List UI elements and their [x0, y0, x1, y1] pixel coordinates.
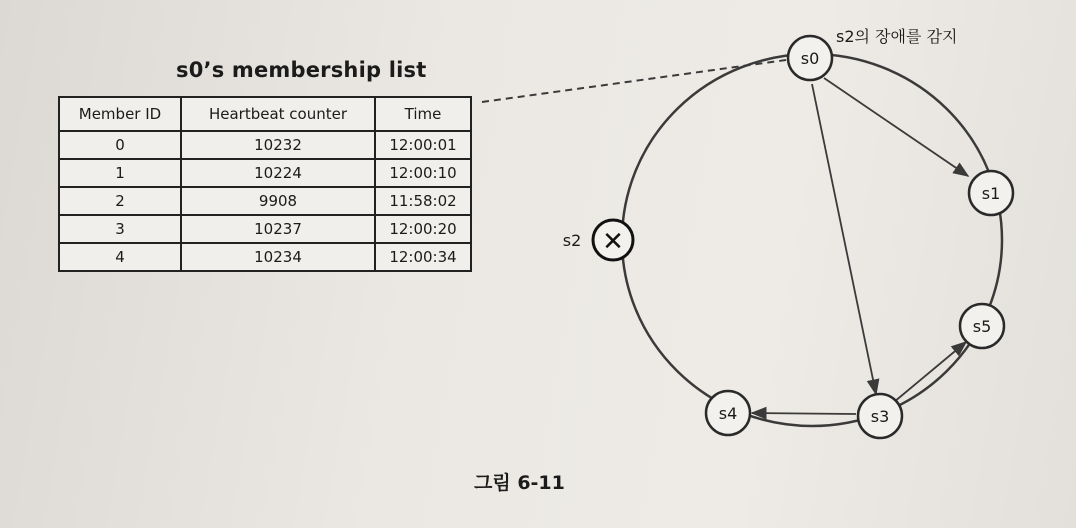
cell-heartbeat: 10234	[181, 243, 375, 271]
cell-member-id: 3	[59, 215, 181, 243]
column-header-member-id: Member ID	[59, 97, 181, 131]
node-s1	[969, 171, 1013, 215]
cell-heartbeat: 10224	[181, 159, 375, 187]
node-s3	[858, 394, 902, 438]
cell-member-id: 2	[59, 187, 181, 215]
hash-ring	[622, 54, 1002, 426]
column-header-heartbeat-counter: Heartbeat counter	[181, 97, 375, 131]
cell-member-id: 4	[59, 243, 181, 271]
node-s2-failed	[593, 220, 633, 260]
arrow-s0-to-s1	[824, 78, 968, 176]
cell-time: 12:00:34	[375, 243, 471, 271]
node-s2-label: s2	[562, 231, 582, 250]
cell-member-id: 1	[59, 159, 181, 187]
column-header-time: Time	[375, 97, 471, 131]
cell-time: 11:58:02	[375, 187, 471, 215]
cell-time: 12:00:01	[375, 131, 471, 159]
arrow-s3-to-s4	[752, 413, 856, 414]
arrow-s3-to-s5	[894, 342, 966, 402]
failure-detected-annotation: s2의 장애를 감지	[836, 27, 958, 46]
node-s5	[960, 304, 1004, 348]
cell-member-id: 0	[59, 131, 181, 159]
membership-list-title: s0’s membership list	[176, 58, 427, 82]
arrow-s0-to-s3	[812, 84, 876, 394]
figure-caption: 그림 6-11	[474, 472, 565, 494]
table-to-s0-dashed-line	[482, 60, 786, 102]
node-s1-label: s1	[981, 184, 1001, 203]
node-s5-label: s5	[972, 317, 992, 336]
node-s0-label: s0	[800, 49, 820, 68]
cell-time: 12:00:20	[375, 215, 471, 243]
cell-heartbeat: 10237	[181, 215, 375, 243]
cell-time: 12:00:10	[375, 159, 471, 187]
failed-x-icon: ✕	[602, 227, 624, 257]
node-s3-label: s3	[870, 407, 890, 426]
cell-heartbeat: 9908	[181, 187, 375, 215]
cell-heartbeat: 10232	[181, 131, 375, 159]
node-s0	[788, 36, 832, 80]
node-s4	[706, 391, 750, 435]
node-s4-label: s4	[718, 404, 738, 423]
